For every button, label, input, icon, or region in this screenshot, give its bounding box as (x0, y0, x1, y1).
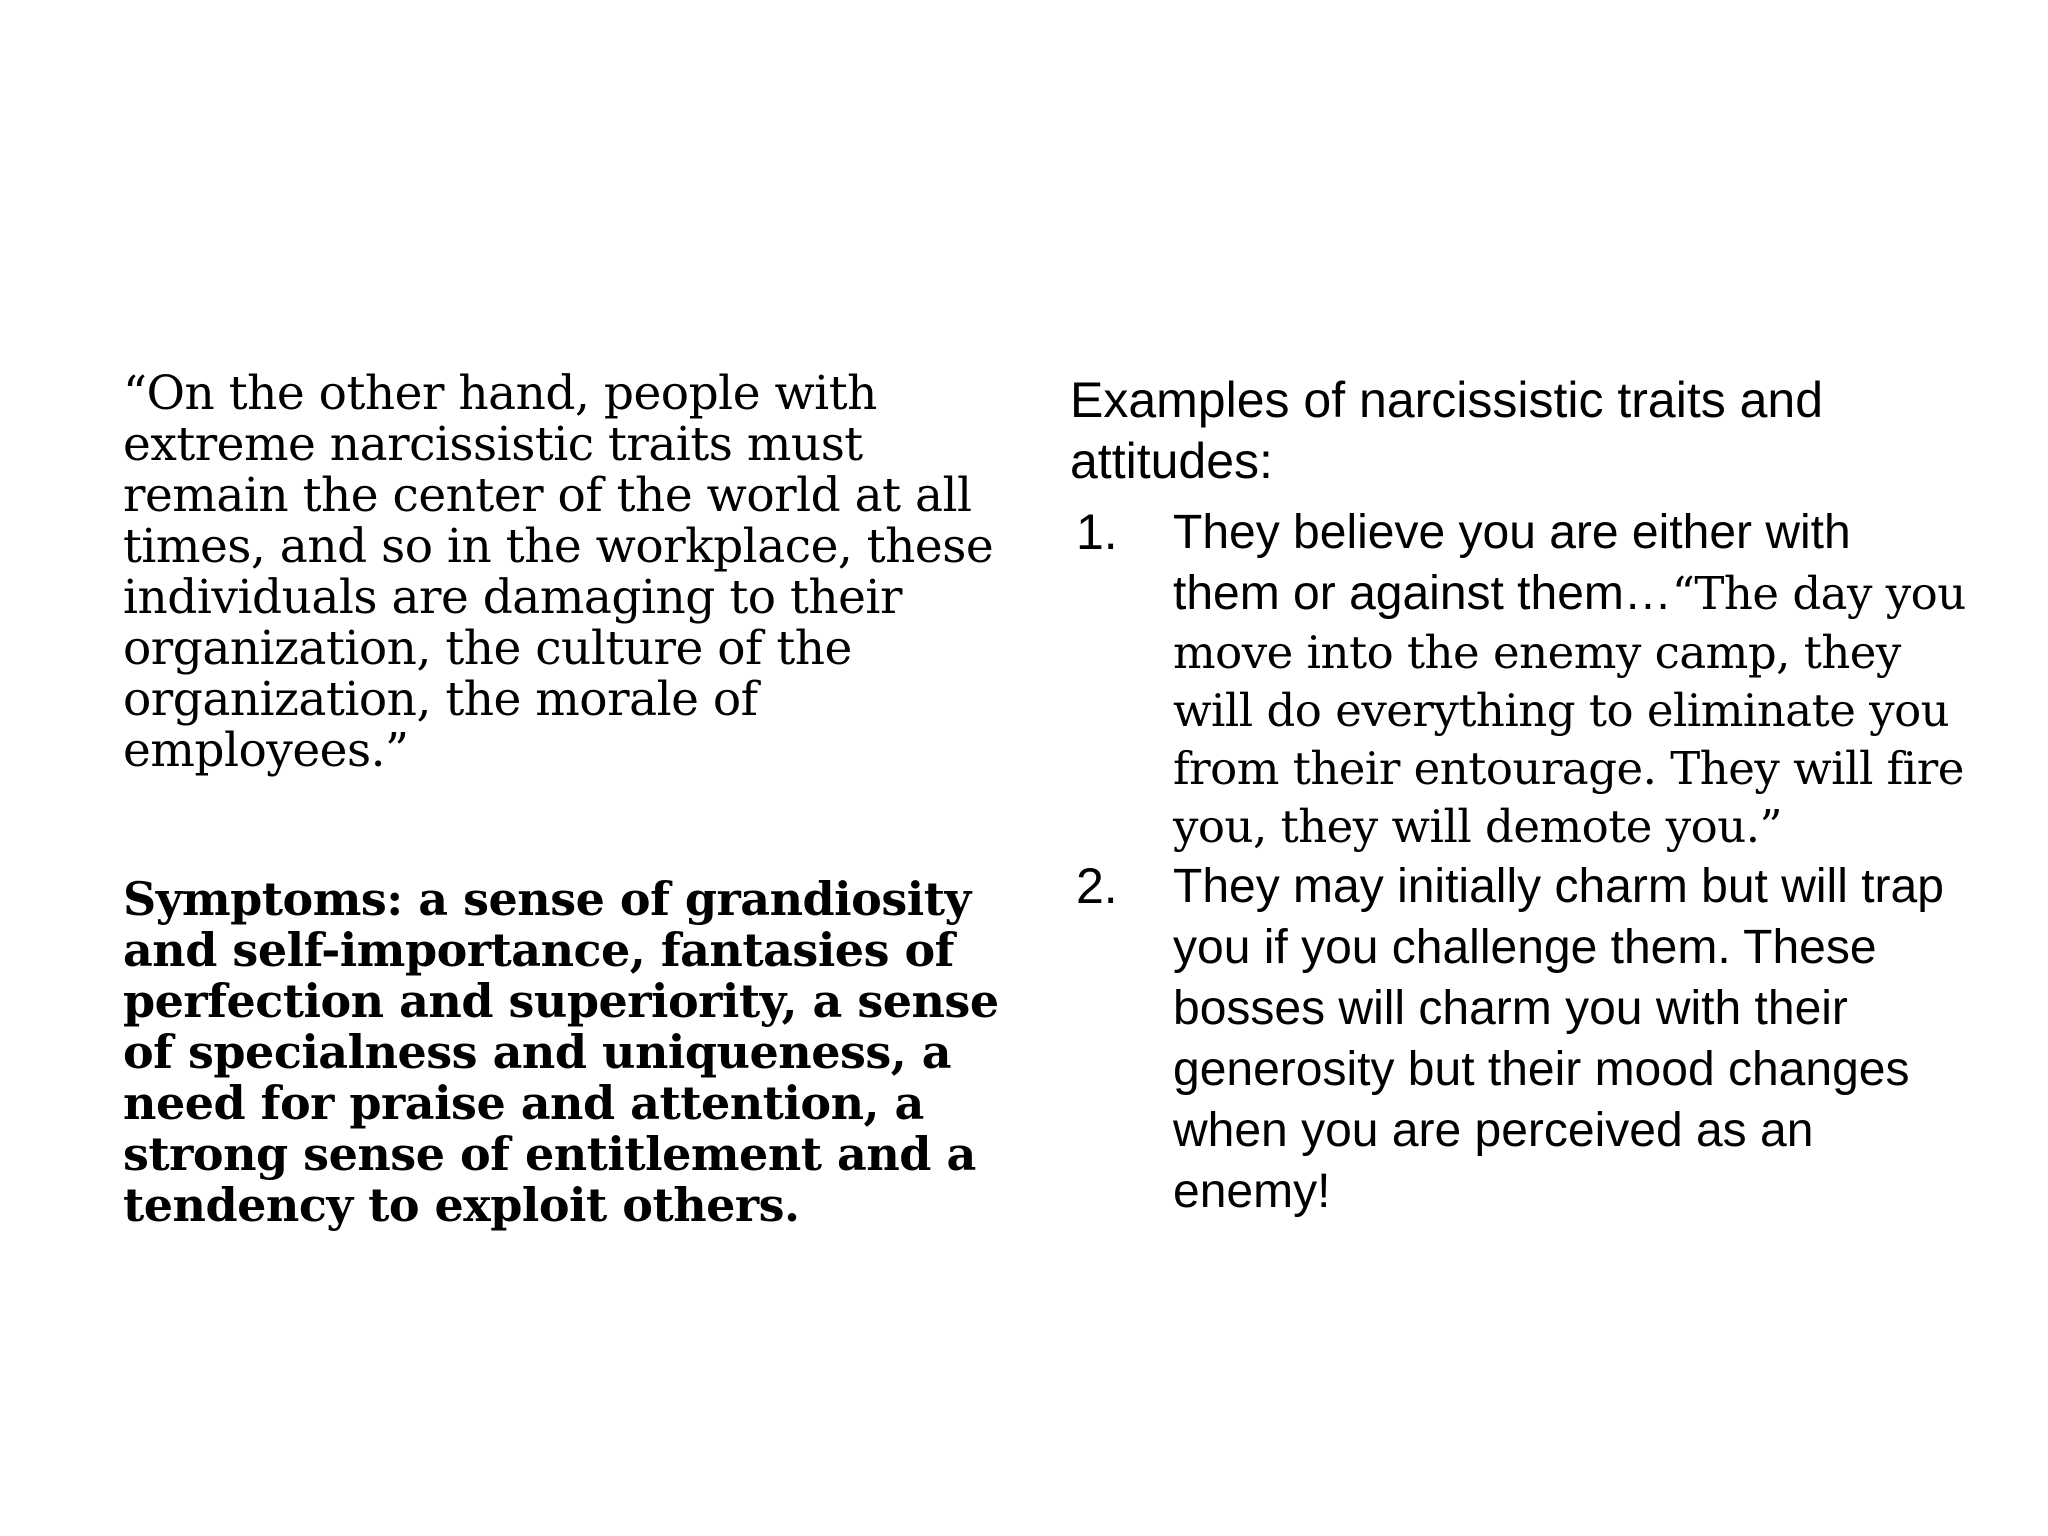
symptoms-paragraph: Symptoms: a sense of grandiosity and self-importance, fantasies of perfection and superiority, a sense of specialness and uniqueness, a need for praise and attention, a strong sense of entitlement and a tendency to exploit others. (123, 872, 999, 1232)
list-item-number: 2. (1076, 858, 1118, 914)
list-item-text: They believe you are either with them or against them… (1173, 506, 1851, 620)
list-item-number: 1. (1076, 504, 1118, 560)
left-column (123, 368, 1003, 1231)
examples-list (1070, 502, 1970, 1222)
right-column (1070, 370, 1970, 1222)
list-item-quote: “The day you move into the enemy camp, they will do everything to eliminate you from their entourage. They will fire you, they will demote you.” (1173, 567, 1966, 853)
examples-heading: Examples of narcissistic traits and attitudes: (1070, 372, 1824, 489)
quote-paragraph: “On the other hand, people with extreme narcissistic traits must remain the center of the world at all times, and so in the workplace, these individuals are damaging to their organization, the culture of the organization, the morale of employees.” (123, 366, 994, 778)
list-item (1070, 856, 1970, 1222)
list-item (1070, 502, 1970, 856)
list-item-text: They may initially charm but will trap you if you challenge them. These bosses will charm you with their generosity but their mood changes when you are perceived as an enemy! (1173, 860, 1944, 1218)
